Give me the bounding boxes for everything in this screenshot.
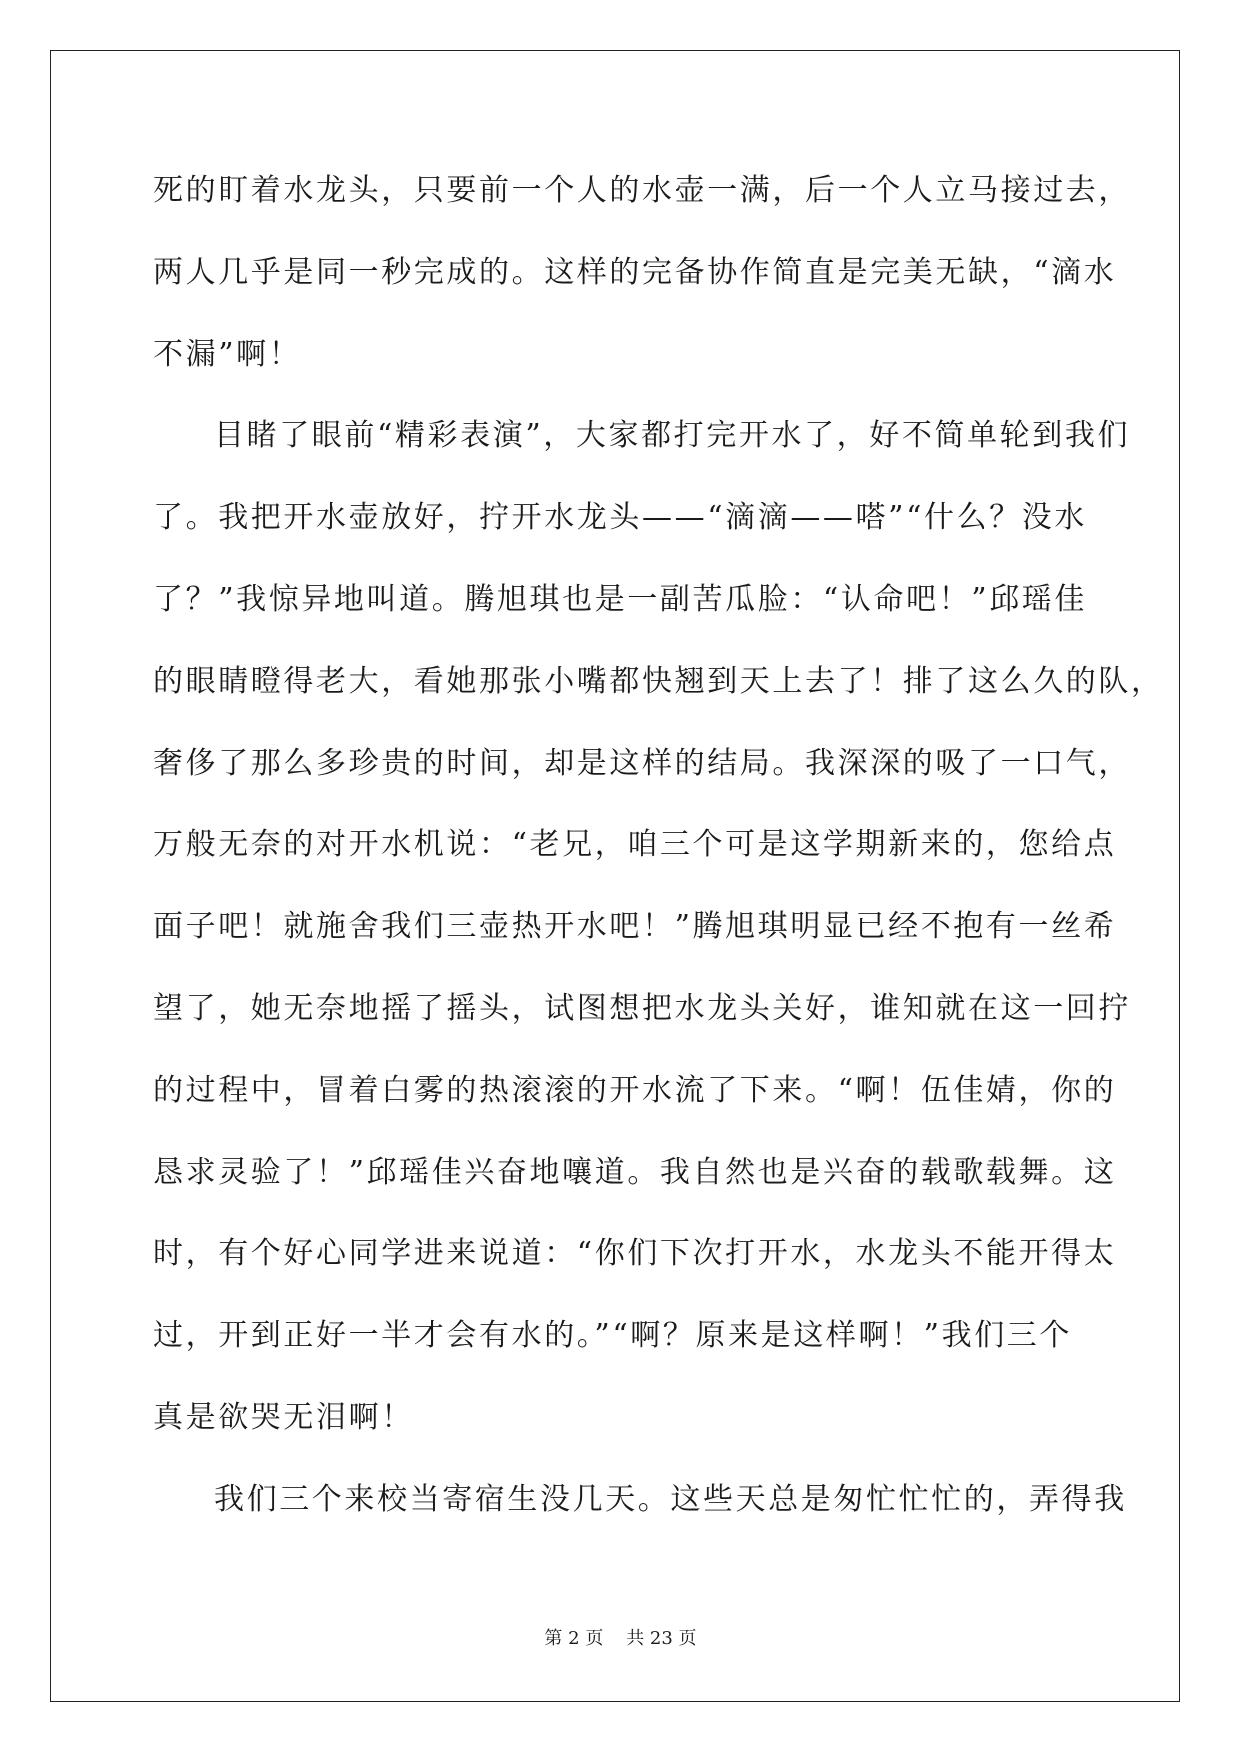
paragraph-start-line: 我们三个来校当寄宿生没几天。这些天总是匆忙忙忙的，弄得我 (214, 1481, 1127, 1517)
body-line: 死的盯着水龙头，只要前一个人的水壶一满，后一个人立马接过去， (153, 173, 1131, 208)
document-body (153, 164, 1164, 1555)
body-line: 奢侈了那么多珍贵的时间，却是这样的结局。我深深的吸了一口气， (153, 745, 1131, 781)
body-line: 万般无奈的对开水机说：“老兄，咱三个可是这学期新来的，您给点 (153, 827, 1117, 863)
body-line: 了。我把开水壶放好，拧开水龙头——“滴滴——嗒”“什么？没水 (153, 500, 1088, 536)
body-line: 过，开到正好一半才会有水的。”“啊？原来是这样啊！”我们三个 (153, 1318, 1073, 1354)
body-line: 不漏”啊！ (153, 336, 302, 372)
body-line: 两人几乎是同一秒完成的。这样的完备协作简直是完美无缺，“滴水 (153, 254, 1117, 290)
body-line: 面子吧！就施舍我们三壶热开水吧！”腾旭琪明显已经不抱有一丝希 (153, 909, 1117, 945)
body-line: 望了，她无奈地摇了摇头，试图想把水龙头关好，谁知就在这一回拧 (153, 990, 1131, 1026)
body-line: 时，有个好心同学进来说道：“你们下次打开水，水龙头不能开得太 (153, 1236, 1117, 1272)
body-line: 的眼睛瞪得老大，看她那张小嘴都快翘到天上去了！排了这么久的队， (153, 663, 1164, 699)
page-number-footer: 第 2 页 共 23 页 (544, 1628, 697, 1649)
body-line: 真是欲哭无泪啊！ (153, 1399, 414, 1435)
body-line: 恳求灵验了！”邱瑶佳兴奋地嚷道。我自然也是兴奋的载歌载舞。这 (153, 1154, 1117, 1190)
body-line: 了？”我惊异地叫道。腾旭琪也是一副苦瓜脸：“认命吧！”邱瑶佳 (153, 581, 1088, 617)
paragraph-start-line: 目睹了眼前“精彩表演”，大家都打完开水了，好不简单轮到我们 (214, 418, 1131, 454)
body-line: 的过程中，冒着白雾的热滚滚的开水流了下来。“啊！伍佳婧，你的 (153, 1072, 1117, 1108)
